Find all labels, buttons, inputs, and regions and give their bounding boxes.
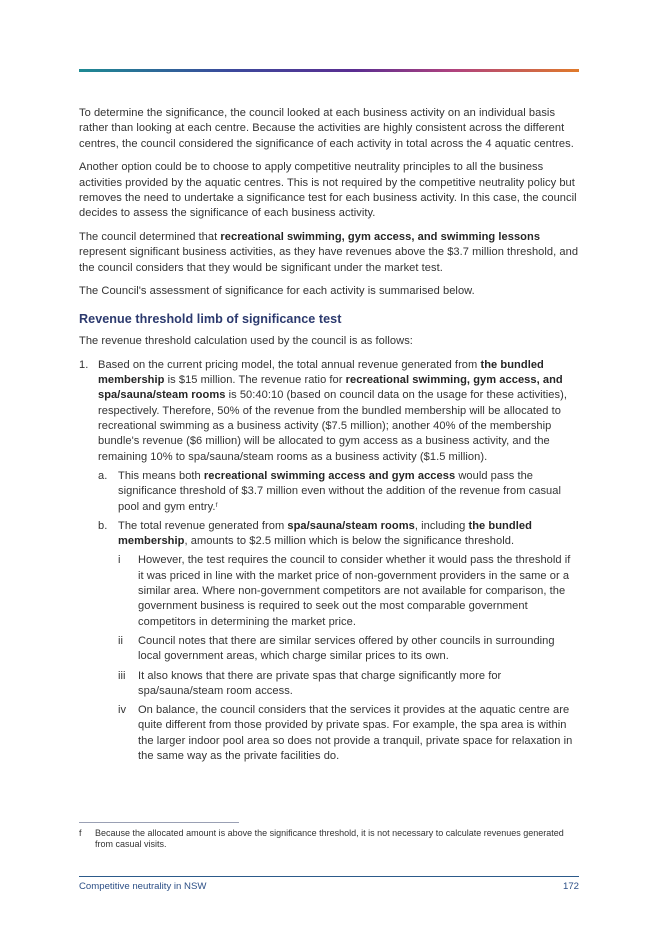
list-item-a: [98, 469, 579, 515]
list-item-iii: [118, 669, 579, 700]
list-item-iv: [118, 703, 579, 764]
footnote-text: Because the allocated amount is above the significance threshold, it is not necessary to calculate revenues generated from casual visits.: [95, 828, 564, 850]
text-run: The total revenue generated from: [118, 519, 288, 532]
text-run: Based on the current pricing model, the total annual revenue generated from: [98, 358, 481, 371]
list-item-text: However, the test requires the council to consider whether it would pass the threshold if it was priced in line with the market price of non-government providers in the same or a similar area. Where non-government competitors are not available for comparison, the government business is required to seek out the most comparable government competitors in determining the market price.: [138, 554, 571, 628]
text-run: is 50:40:10 (based on council data on the usage for these activities), respectively. Therefore, 50% of the revenue from the bundled membership will be allocated to recreational swimming as a business activity ($7.5 million); another 40% of the membership bundle's revenue ($6 million) will be allocated to gym access as a business activity, and the remaining 10% to spa/sauna/steam rooms as a business activity ($1.5 million).: [98, 389, 567, 463]
text-run: The council determined that: [79, 231, 221, 244]
intro-paragraph-4: The Council's assessment of significance for each activity is summarised below.: [79, 285, 475, 298]
list-number: i: [118, 554, 121, 567]
list-item-text: [118, 519, 579, 550]
list-number: b.: [98, 519, 108, 532]
text-run: represent significant business activities, as they have revenues above the $3.7 million threshold, and the council considers that they would be significant under the market test.: [79, 246, 579, 274]
list-number: 1.: [79, 358, 89, 371]
list-item-b: [98, 519, 579, 550]
text-run: This means both: [118, 469, 204, 482]
text-run: would pass the significance threshold of $3.7 million even without the addition of the revenue from casual pool and gym entry.: [118, 469, 562, 513]
text-run: , including: [414, 519, 469, 532]
bold-run: the bundled membership: [118, 519, 532, 548]
list-item-text: On balance, the council considers that the services it provides at the aquatic centre are quite different from those provided by private spas. For example, the spa area is within the larger indoor pool area so does not provide a tranquil, private space for relaxation in the same way as the private facilities do.: [138, 704, 573, 762]
section-heading: Revenue threshold limb of significance test: [79, 311, 342, 326]
footnote: [79, 828, 579, 851]
bold-run: recreational swimming, gym access, and spa/sauna/steam rooms: [98, 374, 563, 402]
list-number: iii: [118, 669, 126, 682]
header-gradient-bar: [79, 69, 579, 72]
footnote-divider: [79, 822, 239, 823]
list-item-text: It also knows that there are private spas that charge significantly more for spa/sauna/steam room access.: [138, 669, 502, 697]
list-item-1: [79, 358, 579, 465]
list-item-ii: [118, 634, 579, 665]
list-item-i: [118, 553, 579, 629]
intro-paragraph-1: To determine the significance, the council looked at each business activity on an individual basis rather than looking at each centre. Because the activities are highly consistent across the different centres, the council considered the significance of each activity in total across the 4 aquatic centres.: [79, 107, 574, 150]
text-run: is $15 million. The revenue ratio for: [164, 374, 346, 387]
footnote-mark: f: [79, 828, 82, 838]
bold-run: the bundled membership: [98, 358, 544, 387]
list-number: a.: [98, 469, 108, 482]
bold-run: recreational swimming access and gym access: [203, 469, 456, 482]
intro-paragraph-3: [79, 230, 579, 276]
list-number: iv: [118, 704, 127, 717]
bold-run: spa/sauna/steam rooms: [287, 519, 415, 532]
text-run: , amounts to $2.5 million which is below the significance threshold.: [184, 535, 515, 548]
section-intro: The revenue threshold calculation used by the council is as follows:: [79, 335, 413, 348]
footer-divider: [79, 876, 579, 877]
footnote-reference[interactable]: f: [215, 501, 218, 509]
list-item-text: [98, 358, 579, 465]
page-number: 172: [562, 881, 579, 892]
list-number: ii: [118, 634, 124, 647]
list-item-text: Council notes that there are similar services offered by other councils in surrounding local government areas, which charge similar prices to its own.: [138, 634, 555, 663]
main-content: [79, 106, 579, 768]
list-item-text: [118, 469, 579, 515]
bold-run: recreational swimming, gym access, and swimming lessons: [220, 231, 541, 244]
intro-paragraph-2: Another option could be to choose to apply competitive neutrality principles to all the business activities provided by the aquatic centres. This is not required by the competitive neutrality policy but removes the need to undertake a significance test for each business activity. In this case, the council decides to assess the significance of each business activity.: [79, 161, 577, 220]
footer-title: Competitive neutrality in NSW: [79, 881, 207, 892]
